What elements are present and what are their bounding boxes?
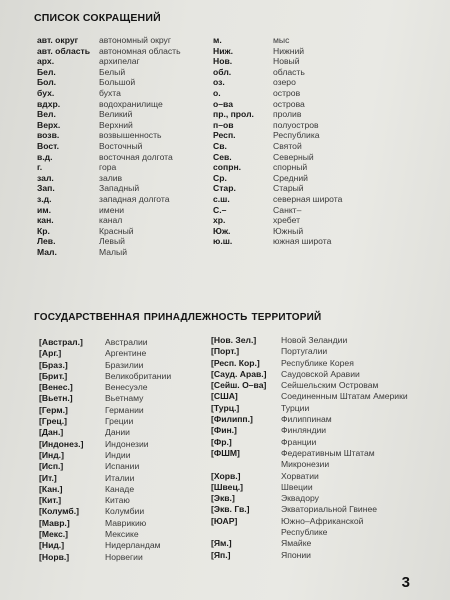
abbreviation-term: [Швец.]	[211, 481, 243, 492]
abbreviation-term: Юж.	[213, 225, 231, 236]
abbreviation-term: м.	[213, 35, 222, 45]
abbreviation-meaning: Португалии	[281, 346, 328, 357]
list-item	[37, 56, 181, 67]
abbreviation-meaning: Республике	[281, 527, 328, 538]
abbreviation-meaning: Испании	[105, 461, 140, 472]
abbreviation-meaning: Греции	[105, 416, 134, 427]
list-item	[37, 173, 181, 184]
abbreviation-term: [Арг.]	[39, 348, 62, 359]
territories-left-column	[39, 337, 171, 563]
abbreviation-meaning: водохранилище	[99, 98, 163, 109]
abbreviation-meaning: Китаю	[105, 495, 130, 506]
abbreviation-term: пр., прол.	[213, 109, 254, 120]
abbreviation-term: [Нов. Зел.]	[211, 335, 257, 345]
list-item	[211, 504, 408, 515]
abbreviation-meaning: Мексике	[105, 529, 139, 540]
abbreviation-meaning: Нидерландам	[105, 540, 161, 551]
list-item	[37, 109, 181, 120]
abbreviation-meaning: Колумбии	[105, 506, 145, 517]
list-item	[211, 414, 408, 425]
abbreviation-meaning: возвышенность	[99, 130, 162, 141]
list-item	[211, 380, 408, 391]
abbreviation-meaning: Турции	[281, 402, 310, 413]
list-item	[39, 450, 171, 461]
list-item	[213, 109, 342, 120]
abbreviation-meaning: автономный округ	[99, 35, 171, 45]
abbreviations-title: СПИСОК СОКРАЩЕНИЙ	[34, 12, 161, 24]
list-item	[211, 527, 408, 538]
abbreviation-meaning: озеро	[273, 77, 296, 88]
abbreviation-term: Мал.	[37, 246, 57, 257]
abbreviation-meaning: Большой	[99, 77, 136, 88]
list-item	[211, 346, 408, 357]
abbreviation-meaning: Сейшельским Островам	[281, 380, 379, 391]
abbreviation-meaning: Средний	[273, 172, 308, 183]
list-item	[37, 236, 181, 247]
abbreviation-meaning: Старый	[273, 183, 304, 194]
abbreviation-term: з.д.	[37, 193, 52, 204]
list-item	[211, 459, 408, 470]
abbreviation-term: Вост.	[37, 140, 59, 151]
list-item	[213, 35, 342, 46]
abbreviation-term: [Сауд. Арав.]	[211, 368, 267, 379]
abbreviation-term: Ниж.	[213, 45, 233, 56]
abbreviation-term: [Хорв.]	[211, 470, 241, 481]
abbreviation-meaning: Германии	[105, 404, 144, 415]
list-item	[37, 77, 181, 88]
abbreviation-meaning: Нижний	[273, 45, 305, 56]
list-item	[211, 335, 408, 346]
abbreviation-meaning: Новый	[273, 56, 300, 67]
abbreviation-term: [Сейш. О–ва]	[211, 380, 267, 391]
abbreviation-meaning: Белый	[99, 66, 126, 77]
list-item	[39, 416, 171, 427]
abbreviation-term: [Порт.]	[211, 346, 240, 357]
abbreviation-meaning: остров	[273, 87, 301, 98]
abbreviation-term: [ЮАР]	[211, 515, 238, 526]
territories-right-column	[211, 335, 408, 561]
abbreviation-term: авт. область	[37, 45, 91, 56]
abbreviation-meaning: канал	[99, 215, 123, 226]
list-item	[213, 120, 342, 131]
abbreviation-term: [Брит.]	[39, 370, 68, 381]
list-item	[37, 194, 181, 205]
list-item	[211, 471, 408, 482]
list-item	[39, 495, 171, 506]
abbreviation-meaning: Хорватии	[281, 470, 319, 481]
abbreviation-term: [Фр.]	[211, 436, 232, 447]
abbreviation-term: [Вьетн.]	[39, 393, 73, 404]
list-item	[37, 183, 181, 194]
abbreviation-term: [Исп.]	[39, 461, 64, 472]
list-item	[213, 141, 342, 152]
list-item	[39, 529, 171, 540]
abbreviation-term: с.ш.	[213, 193, 230, 204]
abbreviation-term: [Филипп.]	[211, 414, 253, 425]
list-item	[39, 518, 171, 529]
abbreviation-term: оз.	[213, 77, 225, 88]
abbreviation-meaning: Южный	[273, 225, 304, 236]
list-item	[37, 67, 181, 78]
list-item	[37, 247, 181, 258]
abbreviation-term: хр.	[213, 215, 226, 226]
abbreviation-meaning: Италии	[105, 472, 135, 483]
list-item	[213, 215, 342, 226]
abbreviation-meaning: Федеративным Штатам	[281, 447, 375, 458]
list-item	[211, 550, 408, 561]
list-item	[213, 67, 342, 78]
list-item	[213, 236, 342, 247]
list-item	[37, 35, 181, 46]
abbreviation-term: [Венес.]	[39, 382, 73, 393]
abbreviation-meaning: Саудовской Аравии	[281, 368, 360, 379]
abbreviation-term: Бол.	[37, 77, 57, 88]
abbreviation-term: Бел.	[37, 66, 56, 77]
abbreviation-term: [Респ. Кор.]	[211, 357, 260, 368]
abbreviation-meaning: Франции	[281, 436, 317, 447]
list-item	[211, 482, 408, 493]
abbreviation-meaning: Эквадору	[281, 493, 319, 504]
abbreviation-meaning: Экваториальной Гвинее	[281, 504, 378, 515]
abbreviation-meaning: Вьетнаму	[105, 393, 144, 404]
list-item	[211, 538, 408, 549]
abbreviation-meaning: Северный	[273, 151, 314, 162]
abbreviation-term: обл.	[213, 66, 232, 77]
abbreviation-meaning: Аргентине	[105, 348, 147, 359]
abbreviation-term: зал.	[37, 172, 54, 183]
list-item	[37, 46, 181, 57]
abbreviation-meaning: Австралии	[105, 337, 148, 347]
list-item	[37, 99, 181, 110]
abbreviation-meaning: мыс	[273, 35, 290, 45]
list-item	[39, 348, 171, 359]
abbreviation-meaning: Соединенным Штатам Америки	[281, 391, 408, 402]
abbreviation-meaning: Южно–Африканской	[281, 515, 364, 526]
abbreviation-meaning: хребет	[273, 215, 301, 226]
abbreviation-term: Св.	[213, 140, 227, 151]
list-item	[39, 405, 171, 416]
abbreviation-term: вдхр.	[37, 98, 61, 109]
abbreviation-term: Сев.	[213, 151, 232, 162]
list-item	[211, 516, 408, 527]
abbreviation-term: им.	[37, 204, 52, 215]
abbreviation-meaning: бухта	[99, 87, 121, 98]
list-item	[213, 226, 342, 237]
list-item	[37, 152, 181, 163]
list-item	[213, 183, 342, 194]
list-item	[37, 130, 181, 141]
list-item	[39, 473, 171, 484]
abbreviation-meaning: Санкт–	[273, 204, 302, 215]
list-item	[37, 141, 181, 152]
list-item	[213, 130, 342, 141]
abbreviation-meaning: Норвегии	[105, 551, 143, 562]
list-item	[37, 215, 181, 226]
list-item	[213, 205, 342, 216]
abbreviation-meaning: острова	[273, 98, 305, 109]
list-item	[37, 162, 181, 173]
list-item	[211, 391, 408, 402]
abbreviation-meaning: Новой Зеландии	[281, 335, 348, 345]
list-item	[213, 173, 342, 184]
abbreviation-meaning: Индонезии	[105, 438, 149, 449]
abbreviation-term: [Мекс.]	[39, 529, 69, 540]
abbreviation-term: [Экв. Гв.]	[211, 504, 250, 515]
abbreviation-term: Ср.	[213, 172, 227, 183]
list-item	[39, 506, 171, 517]
abbreviation-meaning: Канаде	[105, 483, 135, 494]
list-item	[213, 56, 342, 67]
abbreviation-term: [Индонез.]	[39, 438, 84, 449]
list-item	[37, 205, 181, 216]
list-item	[37, 226, 181, 237]
abbreviation-meaning: полуостров	[273, 119, 319, 130]
abbreviation-term: [Турц.]	[211, 402, 240, 413]
abbreviation-meaning: Святой	[273, 140, 302, 151]
abbreviation-meaning: залив	[99, 172, 123, 183]
abbreviation-term: [Инд.]	[39, 449, 64, 460]
list-item	[211, 448, 408, 459]
abbreviation-term: Зап.	[37, 183, 55, 194]
abbreviation-meaning: Финляндии	[281, 425, 327, 436]
list-item	[39, 382, 171, 393]
list-item	[211, 493, 408, 504]
list-item	[211, 403, 408, 414]
abbreviation-term: [Норв.]	[39, 551, 70, 562]
abbreviation-term: [Браз.]	[39, 359, 68, 370]
abbreviation-term: в.д.	[37, 151, 53, 162]
abbreviation-meaning: Микронезии	[281, 459, 330, 470]
abbreviation-meaning: северная широта	[273, 193, 343, 204]
abbreviation-term: [Кит.]	[39, 495, 62, 506]
abbreviation-term: [Австрал.]	[39, 337, 83, 347]
abbreviation-term: [Грец.]	[39, 416, 67, 427]
abbreviation-term: п–ов	[213, 119, 234, 130]
list-item	[39, 540, 171, 551]
abbreviation-term: [США]	[211, 391, 238, 402]
page-number: 3	[401, 574, 410, 591]
abbreviation-meaning: Западный	[99, 183, 140, 194]
abbreviation-term: Нов.	[213, 56, 233, 67]
abbreviation-term: г.	[37, 162, 43, 173]
abbreviations-left-column	[37, 35, 181, 257]
abbreviation-meaning: Индии	[105, 449, 131, 460]
list-item	[39, 552, 171, 563]
abbreviation-term: ю.ш.	[213, 236, 233, 247]
abbreviation-meaning: Верхний	[99, 119, 133, 130]
abbreviation-meaning: Республика	[273, 130, 320, 141]
abbreviation-meaning: Швеции	[281, 481, 313, 492]
list-item	[211, 369, 408, 380]
abbreviation-meaning: спорный	[273, 162, 308, 173]
abbreviation-term: [Герм.]	[39, 404, 68, 415]
abbreviation-meaning: восточная долгота	[99, 151, 173, 162]
list-item	[39, 371, 171, 382]
list-item	[39, 427, 171, 438]
list-item	[39, 461, 171, 472]
abbreviation-term: авт. округ	[37, 35, 79, 45]
abbreviation-term: [Фин.]	[211, 425, 237, 436]
abbreviation-meaning: Красный	[99, 225, 134, 236]
abbreviation-meaning: архипелаг	[99, 56, 140, 67]
abbreviation-meaning: область	[273, 66, 305, 77]
abbreviation-term: Лев.	[37, 236, 56, 247]
list-item	[213, 77, 342, 88]
abbreviation-term: [Колумб.]	[39, 506, 79, 517]
abbreviation-meaning: Маврикию	[105, 517, 147, 528]
abbreviation-term: о–ва	[213, 98, 233, 109]
list-item	[213, 152, 342, 163]
abbreviation-term: С.–	[213, 204, 227, 215]
list-item	[213, 88, 342, 99]
abbreviation-term: [Ит.]	[39, 472, 57, 483]
list-item	[211, 358, 408, 369]
abbreviation-term: кан.	[37, 215, 54, 226]
abbreviation-meaning: пролив	[273, 109, 302, 120]
abbreviation-term: о.	[213, 87, 221, 98]
abbreviation-term: [Ям.]	[211, 538, 232, 549]
abbreviation-term: сопрн.	[213, 162, 242, 173]
abbreviation-meaning: автономная область	[99, 45, 181, 56]
abbreviation-term: [Мавр.]	[39, 517, 70, 528]
abbreviation-term: Вел.	[37, 109, 56, 120]
abbreviation-meaning: западная долгота	[99, 193, 170, 204]
abbreviation-term: Кр.	[37, 225, 50, 236]
abbreviation-term: [Нид.]	[39, 540, 65, 551]
abbreviation-term: Верх.	[37, 119, 61, 130]
list-item	[39, 393, 171, 404]
abbreviation-meaning: Республике Корея	[281, 357, 354, 368]
territories-title: ГОСУДАРСТВЕННАЯ ПРИНАДЛЕЖНОСТЬ ТЕРРИТОРИЙ	[34, 312, 322, 323]
abbreviation-meaning: южная широта	[273, 236, 332, 247]
abbreviation-term: [Дан.]	[39, 427, 64, 438]
abbreviation-meaning: Малый	[99, 246, 128, 257]
abbreviation-meaning: Японии	[281, 549, 311, 560]
list-item	[39, 360, 171, 371]
list-item	[213, 194, 342, 205]
list-item	[213, 162, 342, 173]
abbreviation-meaning: Венесуэле	[105, 382, 148, 393]
abbreviation-term: Респ.	[213, 130, 236, 141]
list-item	[39, 484, 171, 495]
list-item	[213, 99, 342, 110]
abbreviation-term: [ФШМ]	[211, 447, 240, 458]
abbreviation-meaning: Бразилии	[105, 359, 144, 370]
abbreviation-term: арх.	[37, 56, 55, 67]
list-item	[39, 439, 171, 450]
abbreviation-meaning: Великобритании	[105, 370, 172, 381]
list-item	[213, 46, 342, 57]
list-item	[39, 337, 171, 348]
abbreviation-term: [Экв.]	[211, 493, 235, 504]
abbreviation-term: бух.	[37, 87, 55, 98]
abbreviation-meaning: гора	[99, 162, 117, 173]
abbreviation-meaning: Левый	[99, 236, 125, 247]
abbreviation-term: Стар.	[213, 183, 236, 194]
abbreviation-term: возв.	[37, 130, 60, 141]
list-item	[37, 88, 181, 99]
list-item	[211, 437, 408, 448]
abbreviation-meaning: имени	[99, 204, 125, 215]
abbreviation-meaning: Великий	[99, 109, 133, 120]
abbreviation-meaning: Восточный	[99, 140, 143, 151]
list-item	[37, 120, 181, 131]
abbreviation-meaning: Филиппинам	[281, 414, 332, 425]
abbreviation-term: [Яп.]	[211, 549, 231, 560]
abbreviation-meaning: Дании	[105, 427, 130, 438]
abbreviation-meaning: Ямайке	[281, 538, 312, 549]
abbreviation-term: [Кан.]	[39, 483, 63, 494]
abbreviations-right-column	[213, 35, 342, 247]
list-item	[211, 425, 408, 436]
